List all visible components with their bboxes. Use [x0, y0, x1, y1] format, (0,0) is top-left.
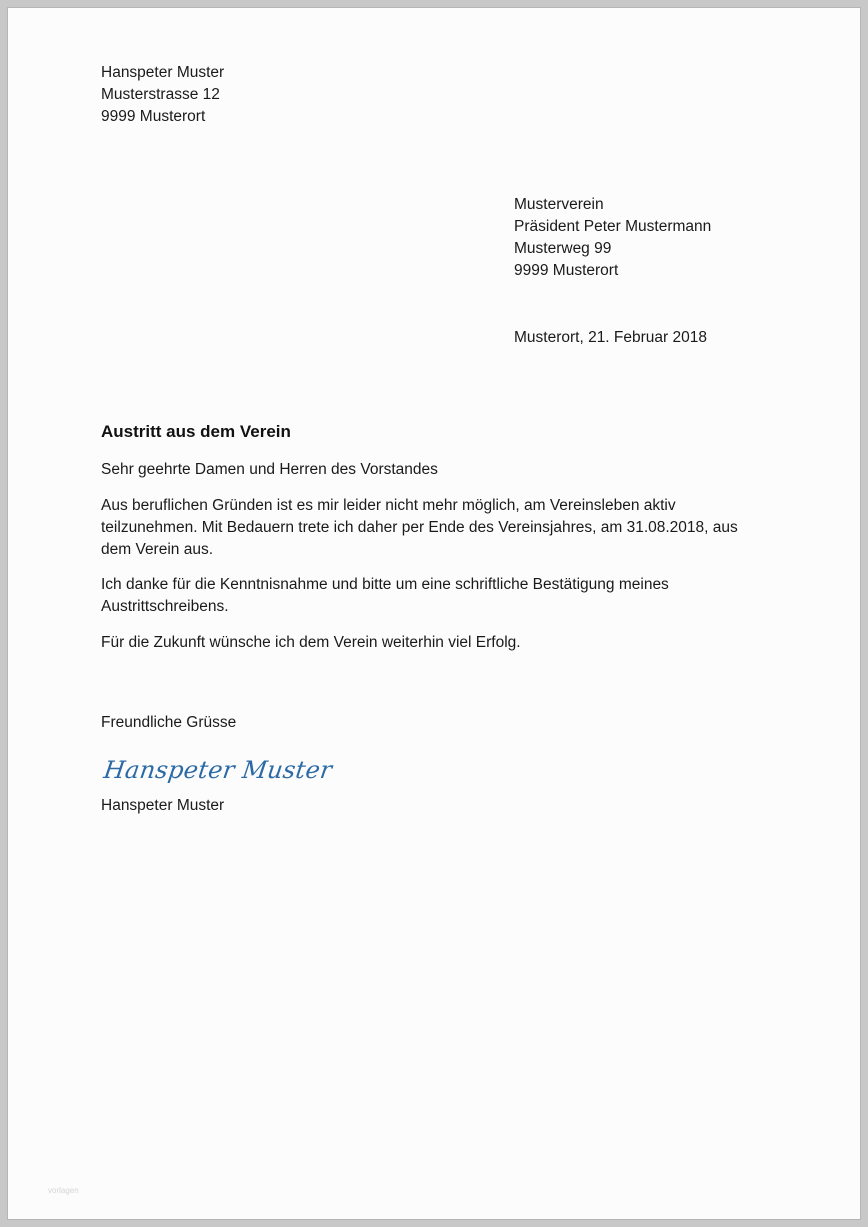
- sender-city: 9999 Musterort: [101, 108, 206, 125]
- signer-name: Hanspeter Muster: [101, 797, 225, 814]
- body-paragraph-1: [101, 495, 738, 561]
- body-paragraph-2: [101, 574, 669, 618]
- body-paragraph-1-line-3: dem Verein aus.: [101, 541, 214, 558]
- recipient-organization: Musterverein: [514, 196, 604, 213]
- body-paragraph-1-line-1: Aus beruflichen Gründen ist es mir leider nicht mehr möglich, am Vereinsleben aktiv: [101, 497, 676, 514]
- body-paragraph-3: Für die Zukunft wünsche ich dem Verein weiterhin viel Erfolg.: [101, 634, 521, 651]
- recipient-address: [514, 194, 711, 282]
- sender-name: Hanspeter Muster: [101, 64, 225, 81]
- salutation: Sehr geehrte Damen und Herren des Vorstandes: [101, 461, 438, 478]
- watermark: vorlagen: [48, 1186, 79, 1195]
- letter-subject: Austritt aus dem Verein: [101, 422, 291, 441]
- date-line: Musterort, 21. Februar 2018: [514, 329, 707, 346]
- recipient-city: 9999 Musterort: [514, 262, 619, 279]
- sender-street: Musterstrasse 12: [101, 86, 220, 103]
- body-paragraph-2-line-2: Austrittschreibens.: [101, 598, 229, 615]
- letter-page: [7, 7, 861, 1220]
- body-paragraph-2-line-1: Ich danke für die Kenntnisnahme und bitte um eine schriftliche Bestätigung meines: [101, 576, 669, 593]
- body-paragraph-1-line-2: teilzunehmen. Mit Bedauern trete ich daher per Ende des Vereinsjahres, am 31.08.2018, aus: [101, 519, 738, 536]
- recipient-person: Präsident Peter Mustermann: [514, 218, 712, 235]
- sender-address: [101, 62, 224, 128]
- closing: Freundliche Grüsse: [101, 714, 237, 731]
- handwritten-signature: Hanspeter Muster: [102, 756, 334, 784]
- recipient-street: Musterweg 99: [514, 240, 612, 257]
